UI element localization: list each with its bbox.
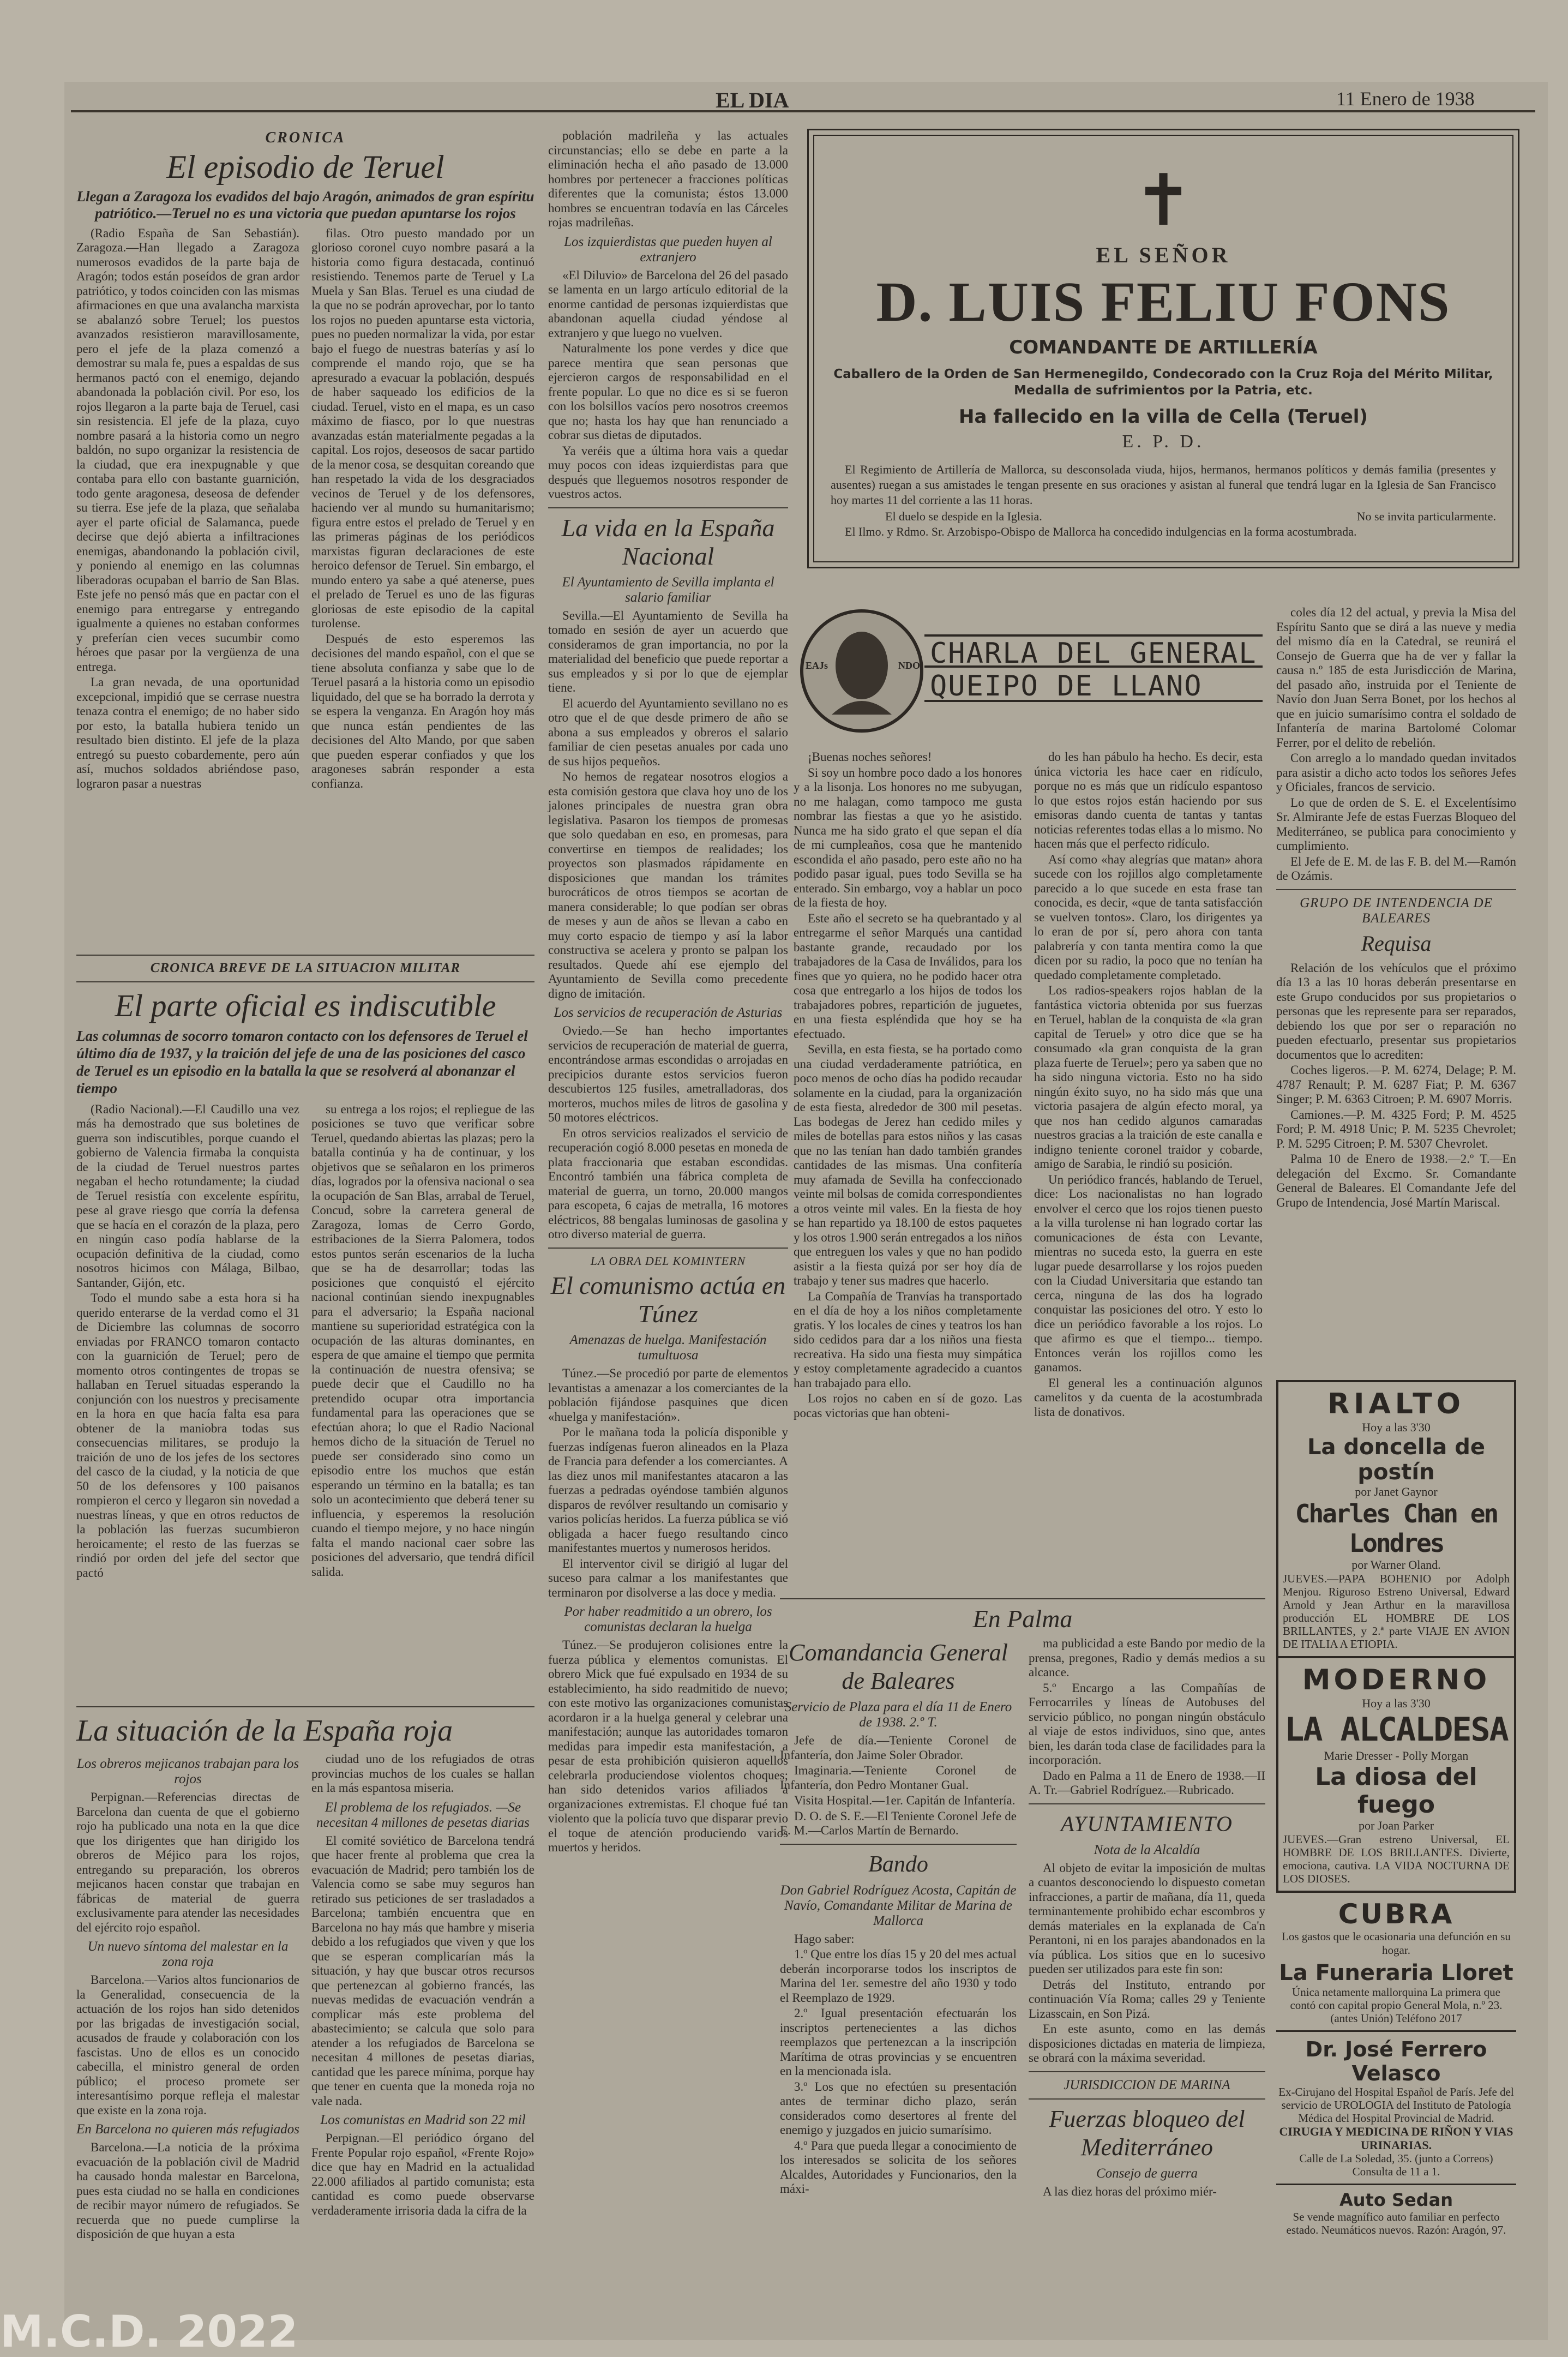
komintern-title: El comunismo actúa en Túnez: [550, 1272, 786, 1328]
masthead: EL DIA: [716, 88, 789, 112]
rialto-by1: por Janet Gaynor: [1355, 1485, 1438, 1498]
paragraph: El Ilmo. y Rdmo. Sr. Arzobispo-Obispo de Mallorca ha concedido indulgencias en la forma acostumbrada.: [845, 525, 1357, 538]
paragraph: D. O. de S. E.—El Teniente Coronel Jefe de E. M.—Carlos Martín de Bernardo.: [780, 1809, 1017, 1837]
obituary-fallecido: Ha fallecido en la villa de Cella (Teruel): [959, 406, 1368, 428]
ads-column: [1276, 1380, 1516, 2241]
requisa-title: Requisa: [1361, 931, 1432, 956]
section-heading: Consejo de guerra: [1096, 2166, 1198, 2181]
obituary-row: [831, 509, 1496, 524]
charla-line2: QUEIPO DE LLANO: [930, 670, 1203, 703]
paragraph: Coches ligeros.—P. M. 6274, Delage; P. M. 4787 Renault; P. M. 6287 Fiat; P. M. 6367 Singer; P. M. 6363 Citroen; P. M. 6907 Morris.: [1276, 1063, 1516, 1106]
charla-section: [794, 750, 1263, 1422]
rialto-ad: [1276, 1380, 1516, 1658]
paragraph: do les han pábulo ha hecho. Es decir, esta única victoria les hace caer en ridículo, porque no es más que un ridículo espantoso lo que estos rojos están haciendo por sus emisoras dando cuenta de tantas y tantas noticias referentes todas ellas a lo mismo. No hacen más que el perfecto ridículo.: [1034, 750, 1263, 850]
paragraph: población madrileña y las actuales circunstancias; ello se debe en parte a la eliminación hecha el año pasado de 13.000 hombres por pertenecer a fracciones políticas diferentes que la comunista; éstos 13.000 hombres se encuentran todavía en las Cárceles rojas madrileñas.: [548, 129, 788, 229]
charla-line1: CHARLA DEL GENERAL: [930, 637, 1257, 670]
palma-col2: [1029, 1636, 1265, 2200]
paragraph: Detrás del Instituto, entrando por continuación Vía Roma; calles 29 y Teniente Lizasscain, en Son Pizá.: [1029, 1977, 1265, 2020]
archive-watermark: M.C.D. 2022: [0, 2306, 298, 2357]
section-heading: El Ayuntamiento de Sevilla implanta el salario familiar: [562, 574, 774, 605]
section-heading: Don Gabriel Rodríguez Acosta, Capitán de Navío, Comandante Militar de Marina de Mallorca: [780, 1882, 1017, 1928]
ayuntamiento-title: AYUNTAMIENTO: [1061, 1811, 1233, 1836]
paragraph: El general les a continuación algunos camelitos y da cuenta de la acostumbrada lista de donativos.: [1034, 1376, 1263, 1419]
moderno-hours: Hoy a las 3'30: [1362, 1696, 1431, 1710]
palma-col1: [780, 1636, 1017, 2200]
charla-col1: [794, 750, 1022, 1422]
parte-title: El parte oficial es indiscutible: [115, 987, 496, 1023]
doctor-name: Dr. José Ferrero Velasco: [1305, 2037, 1487, 2085]
obituary-honors: Caballero de la Orden de San Hermenegildo, Condecorado con la Cruz Roja del Mérito Militar, Medalla de sufrimientos por la Patria, etc.: [833, 367, 1493, 398]
paragraph: 4.º Para que pueda llegar a conocimiento de los interesados se solicita de los señores Alcaldes, Autoridades y Funcionarios, den la máxi-: [780, 2138, 1017, 2196]
parte-section: [76, 949, 534, 1581]
paragraph: filas. Otro puesto mandado por un glorioso coronel cuyo nombre pasará a la historia como figura destacada, continuó resistiendo. Tenemos parte de Teruel y La Muela y San Blas. Teruel es una ciudad de la que no se podrán aprovechar, por lo tanto los rojos no pueden apuntarse esta victoria, pues no pueden normalizar la vida, por estar bajo el fuego de nuestras baterías y así lo comprende el mando rojo, que se ha apresurado a evacuar la población, después de haber saqueado los edificios de la ciudad. Teruel, visto en el mapa, es un caso máximo de fiasco, por lo que nuestras avanzadas están materialmente pegadas a la capital. Los rojos, deseosos de sacar partido de la menor cosa, se desquitan coreando que han respetado la vida de los desgraciados vecinos de Teruel y de los defensores, haciendo ver al mundo su humanitarismo; figura entre estos el prelado de Teruel y en las primeras páginas de los periódicos marxistas figuran declaraciones de este heroico defensor de Teruel. Sin embargo, el mundo entero ya sabe a qué atenerse, pues el prelado de Teruel es uno de las figuras gloriosas de este episodio de la capital turolense.: [311, 226, 534, 630]
cronica-section: [76, 129, 534, 792]
charla-banner: [794, 605, 1268, 736]
section-heading: El problema de los refugiados. —Se necesitan 4 millones de pesetas diarias: [316, 1800, 530, 1830]
paragraph: La gran nevada, de una oportunidad excepcional, impidió que se cerrase nuestra tenaza contra el enemigo; de no haber sido por esto, la batalla hubiera tenido un resultado bien distinto. El jefe de la plaza entregó su puesto cobardemente, pero aún así, muchos soldados abriéndose paso, lograron pasar a nuestras: [76, 675, 299, 790]
paragraph: 1.º Que entre los días 15 y 20 del mes actual deberán incorporarse todos los inscriptos de Marina del 1er. semestre del año 1930 y todo el Reemplazo de 1929.: [780, 1947, 1017, 2005]
bando-title: Bando: [868, 1851, 928, 1877]
paragraph: Este año el secreto se ha quebrantado y al entregarme el señor Marqués una cantidad bastante grande, recaudado por los trabajadores de la Casa de Inválidos, para los fines que yo quiera, no he podido hacer otra cosa que entregarlo a los hijos de todos los trabajadores pobres, repartición de juguetes, en una fiesta espléndida que hoy se ha efectuado.: [794, 911, 1022, 1041]
paragraph: Así como «hay alegrías que matan» ahora sucede con los rojillos algo completamente parecido a lo que sucede en esta frase tan conocida, es decir, «que de tanta satisfacción se vuelven tontos». Claro, los dirigentes ya lo eran de por sí, pero ahora con tanta palabrería y con tanta mentira como la que dicen por su radio, la poco que no tenían ha quedado completamente completado.: [1034, 852, 1263, 982]
charla-left-tag: EAJs: [806, 660, 828, 671]
paragraph: (Radio Nacional).—El Caudillo una vez más ha demostrado que sus boletines de guerra son indiscutibles, porque cuando el gobierno de Valencia firmaba la conquista de la ciudad de Teruel nuestros partes negaban el hecho rotundamente; la ciudad de Teruel resistía con excelente espíritu, pese al grave riesgo que corría la defensa que se hacía en el corazón de la plaza, pero en ningún caso podía hablarse de la ocupación definitiva de la ciudad, como nosotros hicimos con Málaga, Bilbao, Santander, Gijón, etc.: [76, 1102, 299, 1290]
lloret-name: La Funeraria Lloret: [1279, 1960, 1513, 1986]
paragraph: El acuerdo del Ayuntamiento sevillano no es otro que el de que desde primero de año se abona a sus empleados y obreros el salario familiar de cien pesetas anuales por cada uno de sus hijos pequeños.: [548, 696, 788, 768]
moderno-ad: [1276, 1658, 1516, 1893]
section-heading: Los servicios de recuperación de Asturias: [554, 1005, 783, 1020]
divider: [1029, 1803, 1265, 1804]
paragraph: Oviedo.—Se han hecho importantes servicios de recuperación de material de guerra, encontrándose armas escondidas o arrojadas en precipicios durante estos servicios fueron descubiertos 125 fusiles, ametralladoras, dos morteros, muchos miles de litros de gasolina y 50 motores eléctricos.: [548, 1024, 788, 1124]
paragraph: 2.º Igual presentación efectuarán los inscriptos pertenecientes a las dichos reemplazos que pertenezcan a la inscripción Marítima de otras provincias y se encuentren en la mencionada isla.: [780, 2006, 1017, 2078]
charla-col2: [1034, 750, 1263, 1422]
parte-col2: [311, 1102, 534, 1582]
charla-right-tag: NDO: [898, 660, 920, 671]
portrait-icon: [836, 632, 888, 699]
issue-date: 11 Enero de 1938: [1336, 88, 1475, 110]
section-heading: En Barcelona no quieren más refugiados: [76, 2122, 299, 2137]
section-heading: Nota de la Alcaldía: [1094, 1842, 1200, 1857]
paragraph: Perpignan.—Referencias directas de Barcelona dan cuenta de que el gobierno rojo ha publicado una nota en la que dice que los dirigentes que han dirigido los obreros de Méjico para los rojos, entregando su preparación, los obreros mejicanos hacen constar que trabajan en fábricas de material de guerra exclusivamente para atender las necesidades del ejército rojo español.: [76, 1790, 299, 1934]
paragraph: En este asunto, como en las demás disposiciones dictadas en materia de limpieza, se obrará con la máxima severidad.: [1029, 2022, 1265, 2065]
obituary-epd: E. P. D.: [1122, 431, 1205, 452]
paragraph: Lo que de orden de S. E. el Excelentísimo Sr. Almirante Jefe de estas Fuerzas Bloqueo del Mediterráneo, se publica para conocimiento y cumplimiento.: [1276, 795, 1516, 853]
paragraph: Ya veréis que a última hora vais a quedar muy pocos con ideas izquierdistas para que después que lleguemos nosotros responder de vuestros actos.: [548, 443, 788, 501]
divider: [548, 1248, 788, 1249]
parte-kicker: CRONICA BREVE DE LA SITUACION MILITAR: [150, 961, 461, 975]
section-heading: Por haber readmitido a un obrero, los comunistas declaran la huelga: [564, 1604, 772, 1634]
obituary-el-senor: EL SEÑOR: [1096, 243, 1231, 267]
cross-icon: ✝: [1133, 162, 1193, 241]
cubra-title: CUBRA: [1338, 1898, 1455, 1930]
paragraph: Los rojos no caben en sí de gozo. Las pocas victorias que han obteni-: [794, 1392, 1022, 1420]
divider: [1029, 2098, 1265, 2100]
komintern-kicker: LA OBRA DEL KOMINTERN: [590, 1254, 746, 1268]
paragraph: Barcelona.—La noticia de la próxima evacuación de la población civil de Madrid ha causado honda malestar en Barcelona, pues esta ciudad no se halla en condiciones de recibir mayor número de refugiados. Se recuerda que no puede cumplirse la disposición de que huyan a esta: [76, 2140, 299, 2241]
section-heading: Amenazas de huelga. Manifestación tumultuosa: [569, 1333, 767, 1363]
paragraph: Túnez.—Se produjeron colisiones entre la fuerza pública y elementos comunistas. El obrero Mick que fué expulsado en 1934 de su establecimiento, ha sido readmitido de nuevo; con este motivo las organizaciones comunistas acordaron ir a la huelga general y celebrar una manifestación; aunque las autoridades tomaron medidas para impedir esta manifestación, a pesar de esta prohibición quisieron aquellos celebrarla produciendose violentos choques; han sido detenidos varios afiliados a organizaciones extremistas. El choque fué tan violento que la policía tuvo que disparar previo el toque de atención produciendo varios muertos y heridos.: [548, 1638, 788, 1854]
header-rule: [71, 110, 1535, 112]
rialto-film2: Charles Chan en Londres: [1295, 1499, 1498, 1558]
section-heading: Los comunistas en Madrid son 22 mil: [320, 2113, 526, 2127]
paragraph: Un periódico francés, hablando de Teruel, dice: Los nacionalistas no han logrado envolver el cerco que los rojos tienen puesto a la villa turolense ni han logrado cortar las comunicaciones de ésta con Levante, mientras no suceda esto, la guerra en este lugar puede desarrollarse y los rojos pueden con la Ciudad Universitaria que estando tan cerca, ninguna de las dos ha logrado conquistar las posiciones del otro. Y esto lo dice un periódico favorable a los rojos. Lo que afirmo es que el tiempo... tiempo. Entonces verán los rojillos como les ganamos.: [1034, 1172, 1263, 1374]
roja-section: [76, 1701, 534, 2243]
doctor-ad: [1276, 2030, 1516, 2184]
paragraph: su entrega a los rojos; el repliegue de las posiciones se tuvo que verificar sobre Teruel, quedando abiertas las plazas; pero la batalla continúa y ha de continuar, y los objetivos que se señalaron en los primeros días, logrados por la ofensiva nacional o sea la ocupación de San Blas, arrabal de Teruel, Concud, sobre la carretera general de Zaragoza, lomas de Cerro Gordo, estribaciones de la Sierra Palomera, todos estos puntos serán escenarios de la lucha que se ha de desarrollar; todas las posiciones que conquistó el ejército nacional continúan siendo inexpugnables para el adversario; la España nacional mantiene su superioridad estratégica con la ocupación de las alturas dominantes, en espera de que amaine el tiempo que permita la continuación de nuestra ofensiva; se puede decir que el Caudillo no ha pretendido ocupar otra importancia fundamental para las operaciones que se efectúan ahora; lo que el Radio Nacional hemos dicho de la situación de Teruel no puede ser considerado sino como un episodio entre los muchos que están esperando un término en la batalla; es tan solo un acontecimiento que deberá tener su influencia, y esperemos la resolución cuando el tiempo mejore, y no hace ningún falta el mando nacional caer sobre las posiciones del adversario, que tendrá difícil salida.: [311, 1102, 534, 1579]
parte-col1: [76, 1102, 299, 1582]
section-heading: Los obreros mejicanos trabajan para los rojos: [76, 1756, 299, 1786]
rialto-text: JUEVES.—PAPA BOHENIO por Adolph Menjou. Riguroso Estreno Universal, Edward Arnold y Jean Arthur en la maravillosa producción EL HOMBRE DE LOS BRILLANTES, y 2.ª parte VIAJE EN AVION DE ITALIA A ETIOPIA.: [1283, 1572, 1510, 1651]
paragraph: En otros servicios realizados el servicio de recuperación cogió 8.000 pesetas en moneda de plata fraccionaria que estaban escondidas. Encontró también una fábrica completa de material de guerra, un torno, 20.000 mangos para escopeta, 6 cajas de metralla, 16 motores eléctricos, 88 bengalas luminosas de gasolina y otro diverso material de guerra.: [548, 1126, 788, 1241]
paragraph: La Compañía de Tranvías ha transportado en el día de hoy a los niños completamente gratis. Y los locales de cines y teatros los han sido cedidos para dar a los niños una fiesta recreativa. Ha sido una fiesta muy simpática y estoy completamente agradecido a cuantos han trabajado para ello.: [794, 1289, 1022, 1390]
paragraph: Visita Hospital.—1er. Capitán de Infantería.: [794, 1794, 1016, 1807]
moderno-name: MODERNO: [1302, 1664, 1491, 1696]
rialto-name: RIALTO: [1327, 1388, 1465, 1420]
roja-title: La situación de la España roja: [76, 1714, 453, 1748]
section-heading: GRUPO DE INTENDENCIA DE BALEARES: [1300, 895, 1493, 926]
paragraph: El Regimiento de Artillería de Mallorca, su desconsolada viuda, hijos, hermanos, hermanos políticos y demás familia (presentes y ausentes) ruegan a sus amistades le tengan presente en sus oraciones y asistan al funeral que tendrá lugar en la Iglesia de San Francisco hoy martes 11 del corriente a las 11 horas.: [831, 463, 1496, 507]
section-heading: Los izquierdistas que pueden huyen al extranjero: [564, 234, 772, 265]
sedan-title: Auto Sedan: [1339, 2190, 1453, 2210]
paragraph: coles día 12 del actual, y previa la Misa del Espíritu Santo que se dirá a las nueve y media del mismo día en la Catedral, se reunirá el Consejo de Guerra que ha de ver y fallar la causa n.º 185 de esta Jurisdicción de Marina, del pasado año, instruida por el Teniente de Navío don Juan Serra Bonet, por los hechos al que en juicio sumarísimo contra el soldado de Infantería de marina Bartolomé Colomar Ferrer, por el delito de rebelión.: [1276, 605, 1516, 749]
lloret-text: Única netamente mallorquina La primera que contó con capital propio General Mola, n.º 23. (antes Unión) Teléfono 2017: [1290, 1986, 1503, 2025]
paragraph: No hemos de regatear nosotros elogios a esta comisión gestora que clava hoy uno de los jalones principales de nuestra gran obra legislativa. Pasaron los tiempos de promesas que solo quedaban en eso, en promesas, para convertirse en tiempos de realidades; los proyectos son plasmados rápidamente en disposiciones que mandan los trámites burocráticos de otros tiempos se acortan de manera considerable; lo que podían ser obras de meses y aun de años se llevan a cabo en muy corto espacio de tiempo y así la labor constructiva se acelera y pronto se palpan los resultados. Quede ahí ese ejemplo del Ayuntamiento de Sevilla como precedente digno de imitación.: [548, 770, 788, 1000]
divider: [76, 955, 534, 956]
paragraph: 5.º Encargo a las Compañías de Ferrocarriles y líneas de Autobuses del servicio público, no pongan ningún obstáculo al viaje de estos individuos, sino que, antes bien, les darán toda clase de facilidades para la incorporación.: [1029, 1681, 1265, 1767]
paragraph: Túnez.—Se procedió por parte de elementos levantistas a amenazar a los comerciantes de la población fijándose pasquines que dicen «huelga y manifestación».: [548, 1366, 788, 1424]
funeraria-ad: [1276, 1893, 1516, 2030]
obituary-name: D. LUIS FELIU FONS: [876, 271, 1451, 333]
doctor-text: Ex-Cirujano del Hospital Español de París. Jefe del servicio de UROLOGIA del Instituto de Patología Médica del Hospital Provincial de Madrid.: [1278, 2085, 1514, 2125]
section-heading: Servicio de Plaza para el día 11 de Enero de 1938. 2.º T.: [784, 1700, 1012, 1730]
obituary-no-invita: No se invita particularmente.: [1356, 509, 1496, 523]
obituary-rank: COMANDANTE DE ARTILLERÍA: [1009, 337, 1318, 358]
divider: [1029, 2071, 1265, 2072]
paragraph: El comité soviético de Barcelona tendrá que hacer frente al problema que crea la evacuación de Madrid; pero también los de Valencia como se sabe muy seguros han retirado sus peticiones de ser trasladados a Barcelona; también encuentra que en Barcelona no hay más que hambre y miseria debido a los refugiados que viven y que los que se esperan complicarían más la situación, y hay que buscar otros recursos que pertenezcan al gobierno francés, las nuevas medidas de evacuación vendrán a complicar más este problema del abastecimiento; se calcula que solo para atender a los refugiados de Barcelona se necesitan 4 millones de pesetas diarias, cantidad que les parece mínima, porque hay que tener en cuenta que la moneda roja no vale nada.: [311, 1833, 534, 2108]
cronica-subtitle: Llegan a Zaragoza los evadidos del bajo Aragón, animados de gran espíritu patriótico.—Teruel no es una victoria que puedan apuntarse los rojos: [76, 188, 534, 221]
paragraph: Naturalmente los pone verdes y dice que parece mentira que sean personas que ejercieron cargos de responsabilidad en el frente popular. Lo que no dice es si se fueron con los bolsillos vacíos pero nosotros creemos que no; hasta los hay que han renunciado a cobrar sus dietas de diputados.: [548, 341, 788, 442]
divider: [76, 1706, 534, 1707]
cronica-kicker: CRONICA: [265, 129, 346, 146]
cronica-col1: [76, 226, 299, 793]
vida-title: La vida en la España Nacional: [561, 513, 775, 570]
section-heading: Un nuevo síntoma del malestar en la zona roja: [87, 1939, 289, 1969]
obituary-text: [831, 462, 1496, 541]
paragraph: Barcelona.—Varios altos funcionarios de la Generalidad, consecuencia de la actuación de los rojos han sido detenidos por las brigadas de investigación social, acusados de fraude y colaboración con los fascistas. Uno de ellos es un conocido cabecilla, el ministro general de orden público; el proceso promete ser interesantísimo porque refleja el malestar que existe en la zona roja.: [76, 1973, 299, 2117]
obituary-box: [807, 129, 1519, 568]
paragraph: Relación de los vehículos que el próximo día 13 a las 10 horas deberán presentarse en este Grupo conducidos por sus propietarios o personas que les represente para ser reparados, debiendo los que por ser o reparación no pueden efectuarlo, presentar sus propietarios documentos que lo acrediten:: [1276, 961, 1516, 1061]
fuerzas-title: Fuerzas bloqueo del Mediterráneo: [1049, 2105, 1245, 2161]
paragraph: El Jefe de E. M. de las F. B. del M.—Ramón de Ozámis.: [1276, 854, 1516, 883]
paragraph: Después de esto esperemos las decisiones del mando español, con el que se tiene absoluta confianza y sabe que lo de Teruel pasará a la historia como un episodio liquidado, del que se ha borrado la derrota y se espera la venganza. En Aragón hoy más que nunca están pendientes de las decisiones del Alto Mando, por que saben que pueden esperar confiados y que los aragoneses sabrán responder a esta confianza.: [311, 632, 534, 790]
paragraph: Hago saber:: [794, 1932, 855, 1946]
moderno-by2: por Joan Parker: [1358, 1819, 1434, 1832]
column-3: [548, 129, 788, 1856]
column-6: [1276, 605, 1516, 1211]
divider: [780, 1598, 1265, 1599]
paragraph: Dado en Palma a 11 de Enero de 1938.—II A. Tr.—Gabriel Rodríguez.—Rubricado.: [1029, 1768, 1265, 1797]
divider: [1276, 889, 1516, 890]
cubra-text: Los gastos que le ocasionaria una defunción en su hogar.: [1282, 1930, 1511, 1957]
paragraph: ma publicidad a este Bando por medio de la prensa, pregones, Radio y demás medios a su alcance.: [1029, 1636, 1265, 1679]
paragraph: Con arreglo a lo mandado quedan invitados para asistir a dicho acto todos los señores Jefes y Oficiales, francos de servicio.: [1276, 751, 1516, 794]
paragraph: ¡Buenas noches señores!: [808, 750, 932, 764]
doctor-addr: Calle de La Soledad, 35. (junto a Correos) Consulta de 11 a 1.: [1299, 2152, 1493, 2178]
doctor-spec: CIRUGIA Y MEDICINA DE RIÑON Y VIAS URINARIAS.: [1279, 2125, 1513, 2152]
paragraph: Sevilla.—El Ayuntamiento de Sevilla ha tomado en sesión de ayer un acuerdo que consideramos de gran importancia, no por la materialidad del beneficio que puede reportar a sus empleados y si por lo que de ejemplar tiene.: [548, 608, 788, 694]
divider: [780, 1844, 1017, 1845]
paragraph: Palma 10 de Enero de 1938.—2.º T.—En delegación del Excmo. Sr. Comandante General de Baleares. El Comandante Jefe del Grupo de Intendencia, José Martín Mariscal.: [1276, 1152, 1516, 1209]
paragraph: Sevilla, en esta fiesta, se ha portado como una ciudad verdaderamente patriótica, en poco menos de ocho días ha podido recaudar solamente en la ciudad, para la organización de esta fiesta, alrededor de 300 mil pesetas. Las bodegas de Jerez han cedido miles y miles de botellas para estos niños y las casas que no las tenían han dado también grandes cantidades de las mismas. Una confitería muy afamada de Sevilla ha confeccionado veinte mil bolsas de comida correspondientes a otros veinte mil vales. En la fiesta de hoy se han repartido ya 18.100 de estos paquetes y los otros 1.900 serán entregados a los niños que entreguen los vales y que no han podido asistir a la fiesta quizá por ser hoy día de trabajo y tener sus madres que hacerlo.: [794, 1042, 1022, 1287]
parte-subtitle: Las columnas de socorro tomaron contacto con los defensores de Teruel el último día de 1937, y la traición del jefe de una de las posiciones del casco de Teruel es un episodio en la batalla la que se resolverá al abonanzar el tiempo: [76, 1027, 528, 1096]
roja-col2: [311, 1752, 534, 2243]
sedan-ad: [1276, 2184, 1516, 2241]
paragraph: Si soy un hombre poco dado a los honores y a la lisonja. Los honores no me subyugan, no me halagan, como tampoco me gusta nombrar las fiestas a que yo he asistido. Nunca me ha sido grato el que sepan el día de mi cumpleaños, cosa que he mantenido escondida el año pasado, pero este año no ha podido pasar igual, pues todo Sevilla se ha enterado. Sin embargo, voy a hablar un poco de la fiesta de hoy.: [794, 765, 1022, 909]
paragraph: El interventor civil se dirigió al lugar del suceso para calmar a los manifestantes que terminaron por disolverse a las doce y media.: [548, 1556, 788, 1599]
section-heading: JURISDICCION DE MARINA: [1064, 2077, 1230, 2092]
paragraph: Imaginaria.—Teniente Coronel de Infantería, don Pedro Montaner Gual.: [780, 1764, 1017, 1792]
moderno-film2: La diosa del fuego: [1315, 1763, 1477, 1819]
divider: [548, 507, 788, 508]
paragraph: «El Diluvio» de Barcelona del 26 del pasado se lamenta en un largo artículo editorial de la enorme cantidad de personas izquierdistas que abandonan aquella ciudad yéndose al extranjero y que luego no vuelven.: [548, 268, 788, 340]
paragraph: Jefe de día.—Teniente Coronel de Infantería, don Jaime Soler Obrador.: [780, 1734, 1017, 1762]
divider: [76, 981, 534, 982]
rialto-hours: Hoy a las 3'30: [1362, 1420, 1431, 1434]
paragraph: Los radios-speakers rojos hablan de la fantástica victoria obtenida por sus fuerzas en Teruel, hablan de la conquista de «la gran capital de Teruel» y otro dice que se ha consumado «la gran conquista de la gran plaza fuerte de Teruel»; pero ya saben que no ha sido ninguna victoria. Esto no ha sido ningún éxito suyo, no ha sido más que una victoria pasajera de algún efecto moral, ya que nos han cedido algunos camaradas nuestros gracias a la traición de este canalla e indigno teniente coronel traidor y cobarde, amigo de Sarabia, le rindió su posición.: [1034, 983, 1263, 1171]
paragraph: Al objeto de evitar la imposición de multas a cuantos desconociendo lo dispuesto cometan infracciones, a partir de mañana, día 11, queda terminantemente prohibido echar escombros y demás materiales en la explanada de Ca'n Perantoni, ni en los parajes abandonados en la vía pública. Los sitios que en lo sucesivo pueden ser utilizados para este fin son:: [1029, 1861, 1265, 1976]
palma-section: [780, 1593, 1265, 2200]
paragraph: A las diez horas del próximo miér-: [1043, 2184, 1217, 2198]
moderno-by1: Marie Dresser - Polly Morgan: [1324, 1749, 1469, 1762]
rialto-film1: La doncella de postín: [1307, 1435, 1485, 1485]
rialto-by2: por Warner Oland.: [1351, 1558, 1441, 1572]
paragraph: Perpignan.—El periódico órgano del Frente Popular rojo español, «Frente Rojo» dice que hay en Madrid en la actualidad 22.000 afiliados al partido comunista; esta cantidad es como puede observarse verdaderamente irrisoria dada la cifra de la: [311, 2131, 534, 2217]
roja-col1: [76, 1752, 299, 2243]
moderno-text: JUEVES.—Gran estreno Universal, EL HOMBRE DE LOS BRILLANTES. Divierte, emociona, cautiva. LA VIDA NOCTURNA DE LOS DIOSES.: [1283, 1833, 1510, 1885]
paragraph: Por le mañana toda la policía disponible y fuerzas indígenas fueron alineados en la Plaza de Francia para defender a los comerciantes. A las diez unos mil manifestantes atacaron a las fuerzas a pedradas oyéndose también algunos disparos de revólver resultando un comisario y varios policías heridos. La fuerza pública se vió obligada a hacer fuego resultando cinco manifestantes muertos y numerosos heridos.: [548, 1425, 788, 1555]
paragraph: Camiones.—P. M. 4325 Ford; P. M. 4525 Ford; P. M. 4918 Unic; P. M. 5235 Chevrolet; P. M. 5295 Citroen; P. M. 5307 Chevrolet.: [1276, 1107, 1516, 1150]
comandancia-title: Comandancia General de Baleares: [788, 1639, 1008, 1694]
cronica-col2: [311, 226, 534, 793]
paragraph: ciudad uno de los refugiados de otras provincias muchos de los cuales se hallan en la más espantosa miseria.: [311, 1752, 534, 1795]
obituary-duelo: El duelo se despide en la Iglesia.: [885, 509, 1042, 523]
paragraph: 3.º Los que no efectúen su presentación antes de terminar dicho plazo, serán considerados como desertores al frente del enemigo y juzgados en juicio sumarísimo.: [780, 2079, 1017, 2137]
moderno-film1: LA ALCALDESA: [1284, 1711, 1508, 1749]
paragraph: (Radio España de San Sebastián). Zaragoza.—Han llegado a Zaragoza numerosos evadidos de la parte baja de Aragón; todos están poseídos de gran ardor patriótico, y todos coinciden con las mismas afirmaciones en que una avalancha marxista se abalanzó sobre Teruel; los puestos avanzados resistieron maravillosamente, pero el jefe de la plaza comenzó a demostrar su mala fe, pues a espaldas de sus hermanos pactó con el enemigo, dejando abandonada la población civil. Por eso, los rojos llegaron a la parte baja de Teruel, casi sin resistencia. El jefe de la plaza, cuyo nombre pasará a la historia como un negro baldón, no supo organizar la resistencia de la ciudad, que era inexpugnable y que contaba para ello con bastante guarnición, todo gente aragonesa, deseosa de defender su tierra. Ese jefe de la plaza, que señalaba ayer el parte oficial de Salamanca, puede decirse que dejó abierta a infiltraciones enemigas, abandonando la población civil, y poniendo al enemigo en las columnas liberadoras ocupaban el barrio de San Blas. Este jefe no pensó más que en pactar con el enemigo para entregarse y entregando igualmente a quienes no estaban conformes y preferían cien veces sucumbir como héroes que pasar por la vergüenza de una entrega.: [76, 226, 299, 674]
cronica-title: El episodio de Teruel: [166, 148, 444, 185]
sedan-text: Se vende magnífico auto familiar en perfecto estado. Neumáticos nuevos. Razón: Aragón, 97.: [1286, 2210, 1506, 2236]
palma-title: En Palma: [972, 1605, 1073, 1633]
paragraph: Todo el mundo sabe a esta hora si ha querido enterarse de la verdad como el 31 de Diciembre las columnas de socorro enviadas por FRANCO tomaron contacto con la guarnición de Teruel; pero de momento otros contingentes de tropas se hallaban en Teruel situadas esperando la conjunción con los nuestros y precisamente en la hora en que hacía falta esa para obtener de la maniobra todas sus consecuencias militares, se produjo la traición de uno de los jefes de los sectores del casco de la ciudad, y la noticia de que 50 de los defensores y 100 paisanos rompieron el cerco y llegaron sin novedad a nuestras líneas, y que en otros reductos de la población las fuerzas sucumbieron heroicamente; el resto de las fuerzas se rindió por orden del jefe del sector que pactó: [76, 1291, 299, 1580]
